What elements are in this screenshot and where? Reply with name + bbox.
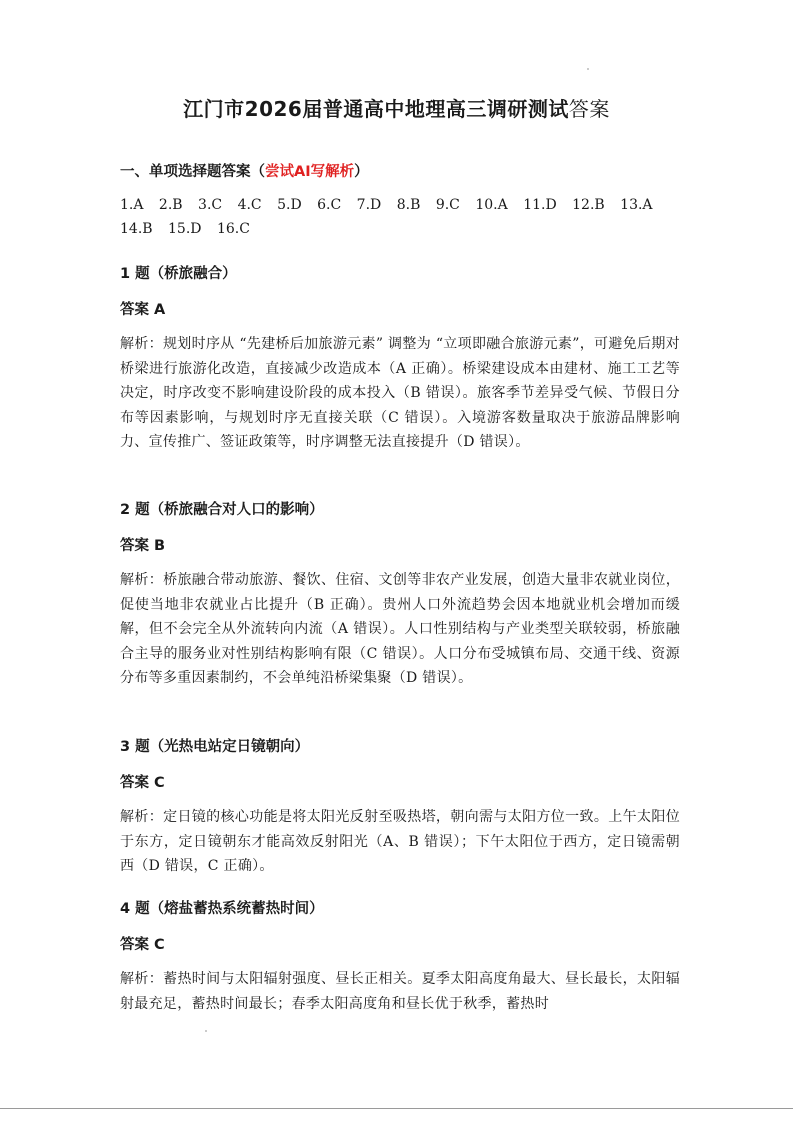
answer-item: 14.B [120, 221, 153, 237]
answer-item: 15.D [168, 221, 202, 237]
document-title [0, 93, 793, 122]
question-title: 1 题（桥旅融合） [120, 266, 237, 282]
question-title: 2 题（桥旅融合对人口的影响） [120, 502, 324, 518]
answer-item: 9.C [435, 197, 460, 213]
question-analysis: 解析：规划时序从 “先建桥后加旅游元素” 调整为 “立项即融合旅游元素”，可避免后期对桥梁进行旅游化改造，直接减少改造成本（A 正确）。桥梁建设成本由建材、施工工艺等决定，时序改变不影响建设阶段的成本投入（B 错误）。旅客季节差异受气候、节假日分布等因素影响，与规划时序无直接关联（C 错误）。入境游客数量取决于旅游品牌影响力、宣传推广、签证政策等，时序调整无法直接提升（D 错误）。 [120, 336, 680, 450]
question-title: 4 题（熔盐蓄热系统蓄热时间） [120, 901, 324, 917]
question-analysis: 解析：蓄热时间与太阳辐射强度、昼长正相关。夏季太阳高度角最大、昼长最长，太阳辐射最充足，蓄热时间最长；春季太阳高度角和昼长优于秋季，蓄热时 [120, 971, 680, 1012]
question-answer: 答案 B [120, 538, 166, 554]
answer-item: 6.C [317, 197, 342, 213]
document-title-main: 江门市2026届普通高中地理高三调研测试 [183, 97, 569, 121]
answer-item: 1.A [120, 197, 144, 213]
question-answer: 答案 C [120, 775, 165, 791]
question-block-1 [120, 262, 680, 455]
answer-item: 13.A [620, 197, 653, 213]
answer-item: 2.B [158, 197, 183, 213]
question-block-2 [120, 498, 680, 691]
question-title: 3 题（光热电站定日镜朝向） [120, 739, 310, 755]
answer-item: 5.D [277, 197, 302, 213]
section-heading-close: ） [354, 164, 369, 180]
section-heading [120, 160, 369, 181]
answer-item: 4.C [237, 197, 262, 213]
document-title-suffix: 答案 [568, 97, 610, 121]
answer-item: 3.C [198, 197, 223, 213]
answer-item: 10.A [475, 197, 508, 213]
answer-item: 8.B [396, 197, 421, 213]
answer-key-list [120, 193, 680, 241]
question-block-3 [120, 735, 680, 879]
question-answer: 答案 A [120, 302, 166, 318]
question-answer: 答案 C [120, 937, 165, 953]
ai-analysis-link[interactable]: 尝试AI写解析 [265, 164, 355, 180]
answer-item: 12.B [572, 197, 605, 213]
question-analysis: 解析：定日镜的核心功能是将太阳光反射至吸热塔，朝向需与太阳方位一致。上午太阳位于东方，定日镜朝东才能高效反射阳光（A、B 错误）；下午太阳位于西方，定日镜需朝西（D 错误，C 正确）。 [120, 809, 680, 874]
page-bottom-edge [0, 1108, 793, 1109]
scan-dot [587, 68, 589, 70]
scan-dot [205, 1030, 207, 1032]
answer-item: 7.D [356, 197, 382, 213]
answer-item: 11.D [523, 197, 557, 213]
question-block-4 [120, 897, 680, 1016]
answer-item: 16.C [216, 221, 250, 237]
section-heading-text: 一、单项选择题答案（ [120, 164, 265, 180]
question-analysis: 解析：桥旅融合带动旅游、餐饮、住宿、文创等非农产业发展，创造大量非农就业岗位，促使当地非农就业占比提升（B 正确）。贵州人口外流趋势会因本地就业机会增加而缓解，但不会完全从外流转向内流（A 错误）。人口性别结构与产业类型关联较弱，桥旅融合主导的服务业对性别结构影响有限（C 错误）。人口分布受城镇布局、交通干线、资源分布等多重因素制约，不会单纯沿桥梁集聚（D 错误）。 [120, 572, 680, 686]
